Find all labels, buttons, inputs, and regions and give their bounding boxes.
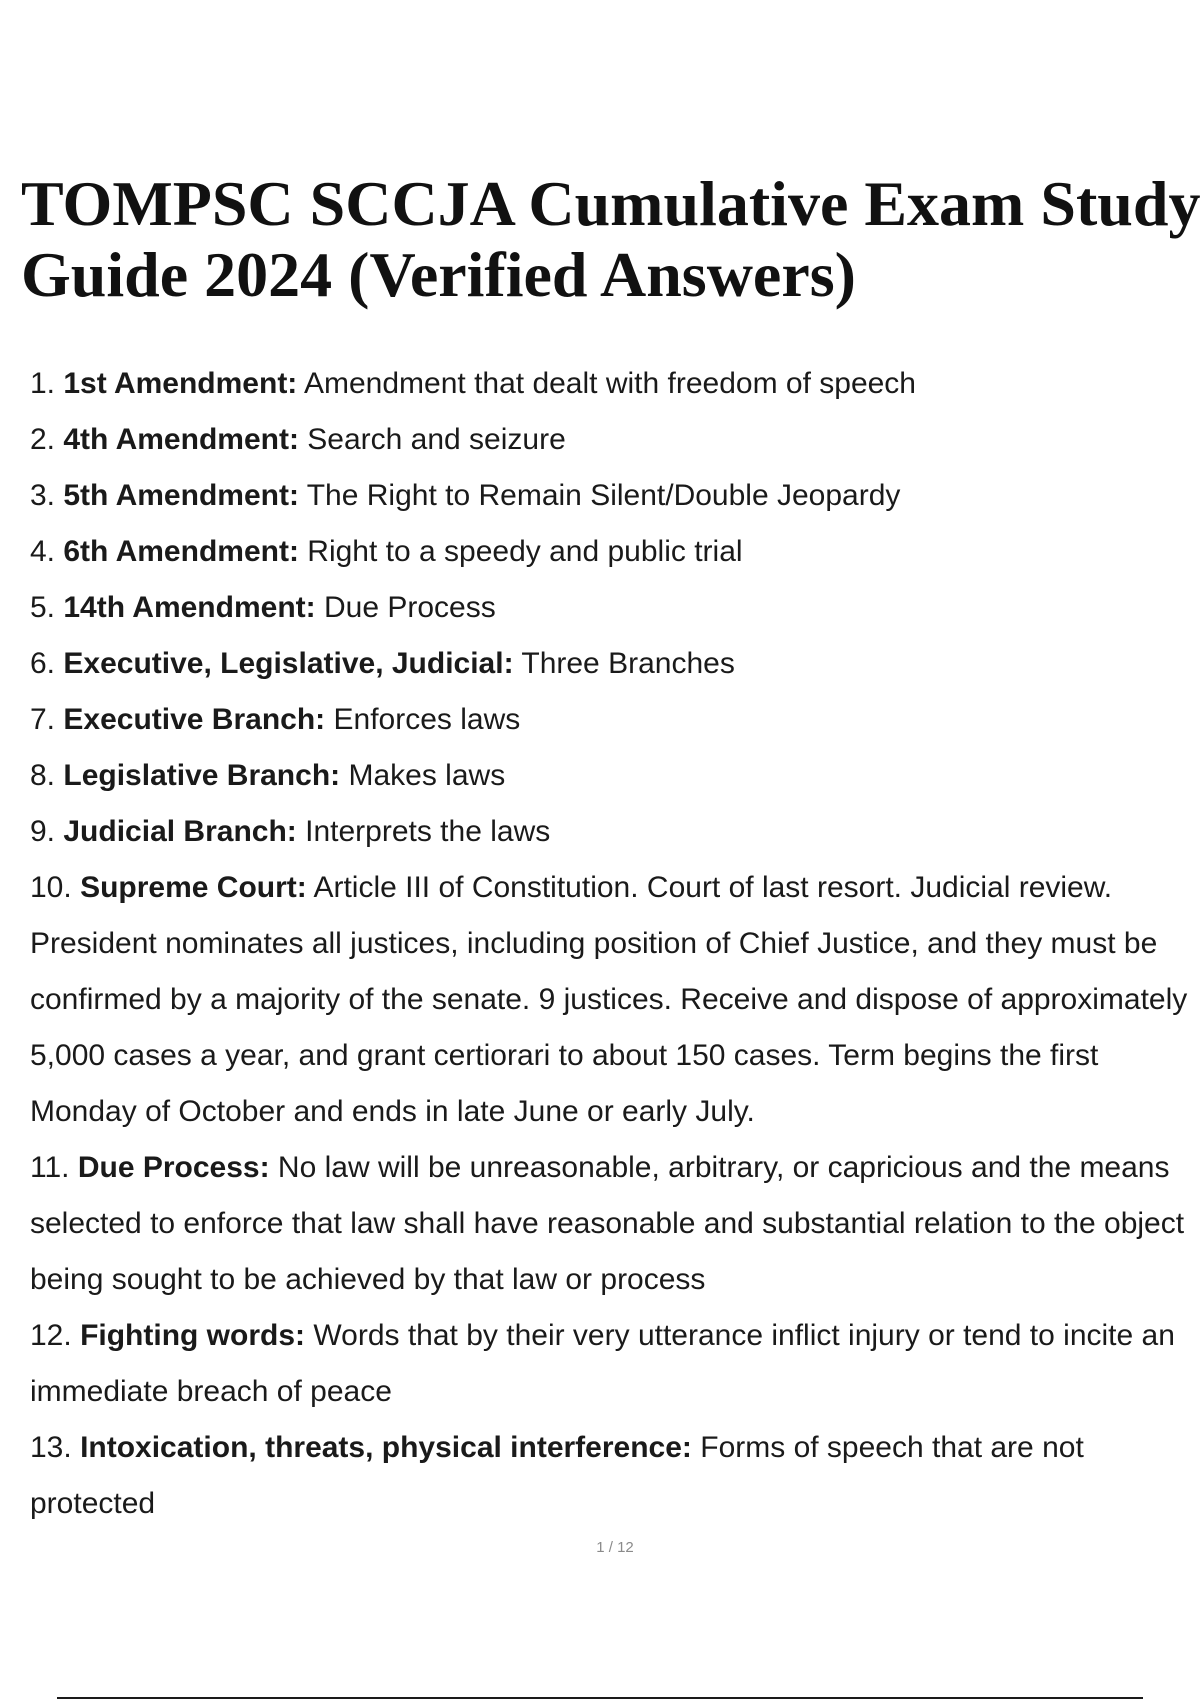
item-term: 4th Amendment:	[63, 423, 299, 456]
item-number: 1.	[30, 367, 56, 400]
item-number: 5.	[30, 591, 56, 624]
item-number: 3.	[30, 479, 56, 512]
item-definition: No law will be unreasonable, arbitrary, or capricious and the means selected to enforce that law shall have reasonable and substantial relation to the object being sought to be achieved by that law or process	[30, 1151, 1185, 1296]
item-term: 6th Amendment:	[63, 535, 299, 568]
item-term: 1st Amendment:	[63, 367, 298, 400]
item-definition: Three Branches	[521, 647, 735, 680]
bottom-divider	[57, 1697, 1143, 1699]
item-number: 10.	[30, 871, 72, 904]
list-item	[30, 804, 1200, 860]
item-term: Executive Branch:	[63, 703, 326, 736]
item-definition: Article III of Constitution. Court of last resort. Judicial review. President nominates all justices, including position of Chief Justice, and they must be confirmed by a majority of the senate. 9 justices. Receive and dispose of approximately 5,000 cases a year, and grant certiorari to about 150 cases. Term begins the first Monday of October and ends in late June or early July.	[30, 871, 1188, 1128]
item-term: Judicial Branch:	[63, 815, 297, 848]
item-definition: Due Process	[323, 591, 496, 624]
list-item	[30, 412, 1200, 468]
list-item	[30, 1420, 1200, 1532]
item-term: Supreme Court:	[80, 871, 307, 904]
page-number: 1 / 12	[596, 1539, 634, 1556]
item-term: Legislative Branch:	[63, 759, 341, 792]
document-title-line-1: TOMPSC SCCJA Cumulative Exam Study	[21, 168, 1200, 239]
list-item	[30, 468, 1200, 524]
item-definition: Makes laws	[348, 759, 506, 792]
list-item	[30, 1140, 1200, 1308]
item-definition: Search and seizure	[307, 423, 566, 456]
document-title	[21, 168, 1200, 310]
item-term: Due Process:	[77, 1151, 270, 1184]
item-definition: Words that by their very utterance inflict injury or tend to incite an immediate breach of peace	[30, 1319, 1175, 1408]
item-number: 6.	[30, 647, 56, 680]
item-definition: Right to a speedy and public trial	[307, 535, 743, 568]
list-item	[30, 636, 1200, 692]
item-number: 11.	[30, 1151, 70, 1184]
item-definition: The Right to Remain Silent/Double Jeopardy	[306, 479, 901, 512]
list-item	[30, 524, 1200, 580]
item-term: Intoxication, threats, physical interference:	[80, 1431, 692, 1464]
item-number: 8.	[30, 759, 56, 792]
item-number: 4.	[30, 535, 56, 568]
list-item	[30, 692, 1200, 748]
list-item	[30, 860, 1200, 1140]
list-item	[30, 580, 1200, 636]
item-term: 5th Amendment:	[63, 479, 299, 512]
item-number: 12.	[30, 1319, 72, 1352]
item-definition: Forms of speech that are not protected	[30, 1431, 1084, 1520]
list-item	[30, 356, 1200, 412]
item-term: Executive, Legislative, Judicial:	[63, 647, 514, 680]
item-number: 13.	[30, 1431, 72, 1464]
item-definition: Enforces laws	[333, 703, 521, 736]
item-number: 9.	[30, 815, 56, 848]
item-number: 7.	[30, 703, 56, 736]
item-term: Fighting words:	[80, 1319, 306, 1352]
item-definition: Interprets the laws	[305, 815, 551, 848]
question-answer-list	[30, 356, 1200, 1532]
item-term: 14th Amendment:	[63, 591, 316, 624]
document-title-line-2: Guide 2024 (Verified Answers)	[21, 239, 856, 310]
list-item	[30, 748, 1200, 804]
list-item	[30, 1308, 1200, 1420]
item-definition: Amendment that dealt with freedom of speech	[303, 367, 916, 400]
item-number: 2.	[30, 423, 56, 456]
